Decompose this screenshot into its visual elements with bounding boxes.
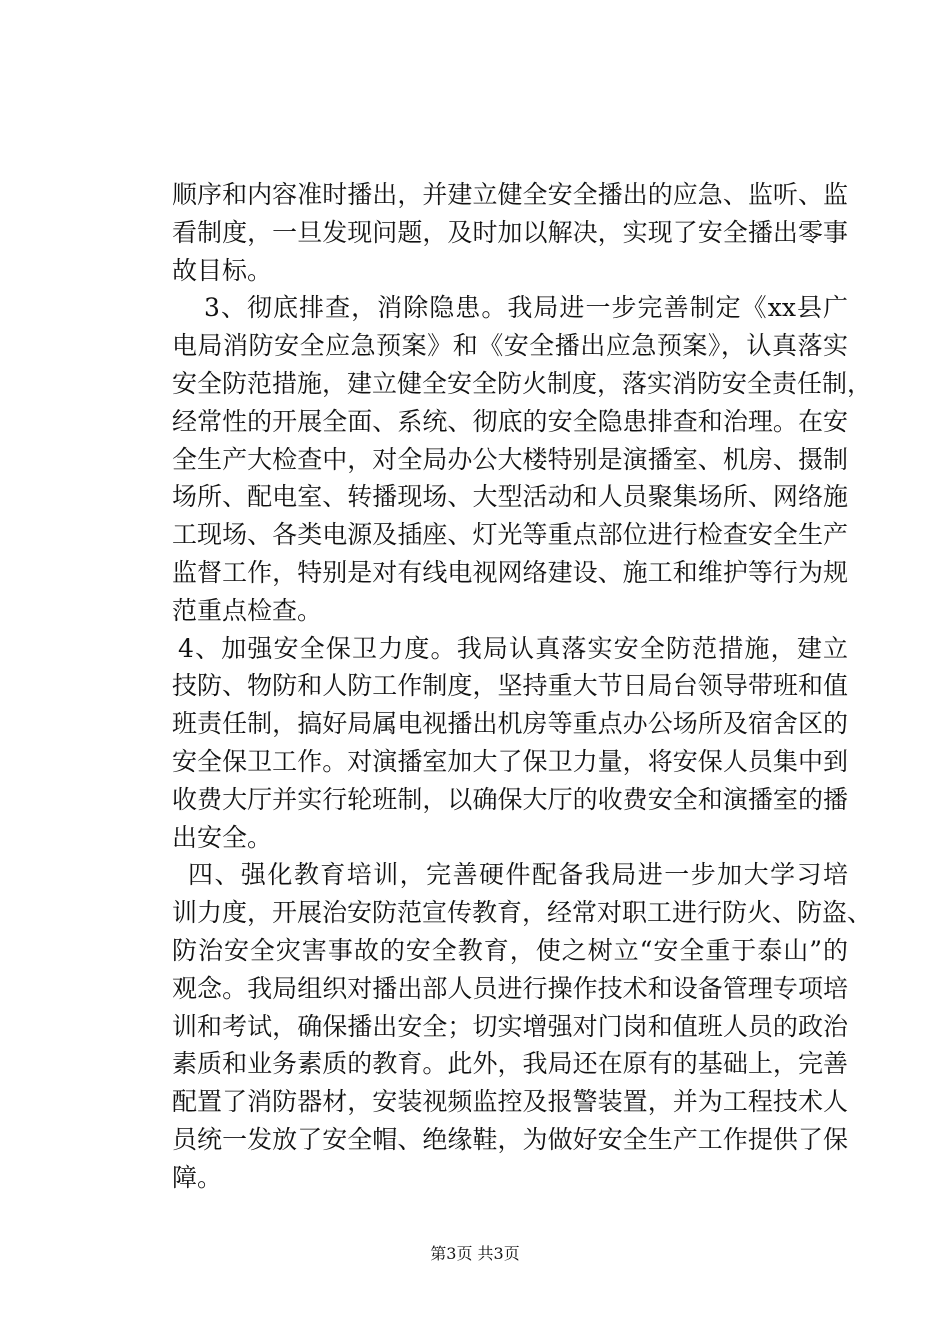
- text-line: 顺序和内容准时播出，并建立健全安全播出的应急、监听、监: [172, 180, 848, 209]
- text-line: 全生产大检查中，对全局办公大楼特别是演播室、机房、摄制: [172, 444, 848, 474]
- text-line: 收费大厅并实行轮班制，以确保大厅的收费安全和演播室的播: [172, 784, 848, 814]
- text-line: 训和考试，确保播出安全；切实增强对门岗和值班人员的政治: [172, 1011, 848, 1041]
- text-line: 配置了消防器材，安装视频监控及报警装置，并为工程技术人: [172, 1087, 848, 1117]
- text-line: 安全保卫工作。对演播室加大了保卫力量，将安保人员集中到: [172, 746, 848, 776]
- text-line: 出安全。: [172, 822, 273, 852]
- document-body: [172, 176, 873, 1197]
- text-line: 观念。我局组织对播出部人员进行操作技术和设备管理专项培: [172, 973, 848, 1003]
- text-line: 电局消防安全应急预案》和《安全播出应急预案》，认真落实: [172, 331, 848, 361]
- text-line: 防治安全灾害事故的安全教育，使之树立“安全重于泰山”的: [172, 935, 848, 965]
- text-line: 班责任制，搞好局属电视播出机房等重点办公场所及宿舍区的: [172, 709, 848, 739]
- text-line: 四、强化教育培训，完善硬件配备我局进一步加大学习培: [188, 860, 848, 890]
- text-line: 3、彻底排查，消除隐患。我局进一步完善制定《xx县广: [204, 293, 848, 323]
- text-line: 范重点检查。: [172, 595, 323, 625]
- text-line: 看制度，一旦发现问题，及时加以解决，实现了安全播出零事: [172, 217, 848, 247]
- text-line: 安全防范措施，建立健全安全防火制度，落实消防安全责任制，: [172, 368, 873, 398]
- text-line: 训力度，开展治安防范宣传教育，经常对职工进行防火、防盗、: [172, 898, 873, 928]
- page-footer: [0, 1244, 950, 1264]
- text-line: 经常性的开展全面、系统、彻底的安全隐患排查和治理。在安: [172, 406, 848, 436]
- text-line: 素质和业务素质的教育。此外，我局还在原有的基础上，完善: [172, 1049, 848, 1079]
- text-line: 障。: [172, 1162, 223, 1192]
- text-line: 工现场、各类电源及插座、灯光等重点部位进行检查安全生产: [172, 520, 848, 550]
- page-number: 第3页 共3页: [430, 1244, 520, 1263]
- text-line: 员统一发放了安全帽、绝缘鞋，为做好安全生产工作提供了保: [172, 1124, 848, 1154]
- text-line: 4、加强安全保卫力度。我局认真落实安全防范措施，建立: [178, 633, 848, 663]
- text-line: 监督工作，特别是对有线电视网络建设、施工和维护等行为规: [172, 557, 848, 587]
- text-line: 场所、配电室、转播现场、大型活动和人员聚集场所、网络施: [172, 482, 848, 512]
- text-line: 技防、物防和人防工作制度，坚持重大节日局台领导带班和值: [172, 671, 848, 701]
- text-line: 故目标。: [172, 255, 273, 285]
